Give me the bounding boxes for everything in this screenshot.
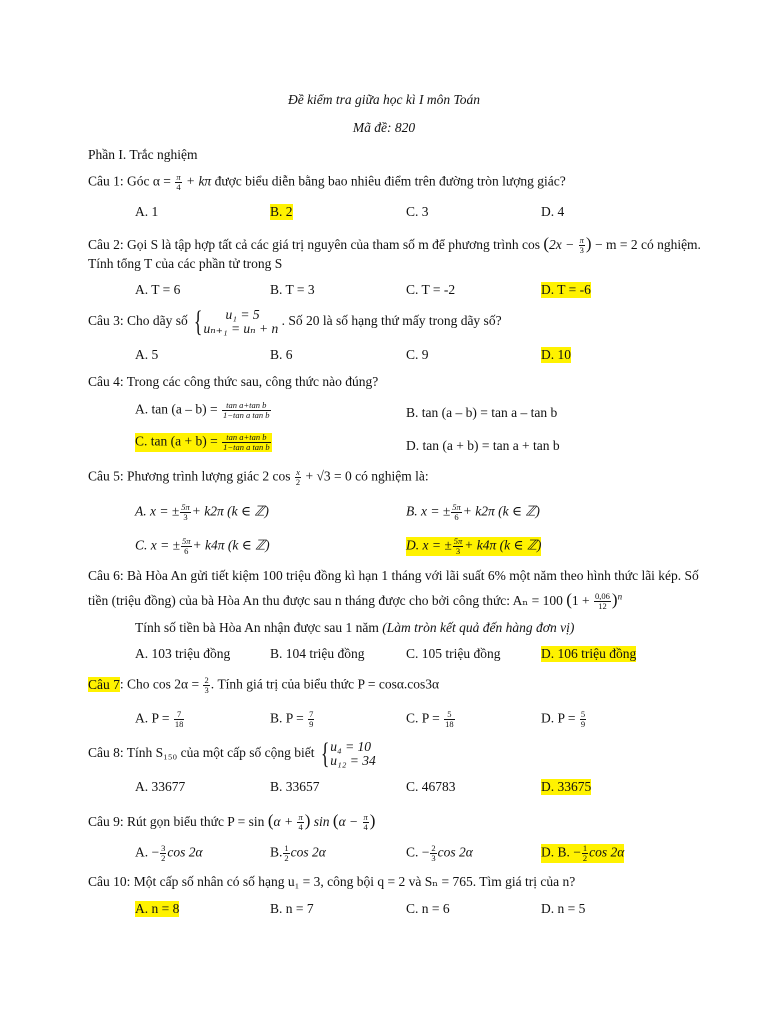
q10-option-c: C. n = 6 bbox=[406, 901, 450, 916]
fraction: $\frac{2}{3}$ bbox=[204, 675, 209, 695]
q6-option-a: A. 103 triệu đồng bbox=[135, 646, 231, 661]
fraction: $\frac{\text{tan a+tan b}}{\text{1−tan a tan b}}$ bbox=[223, 432, 270, 452]
q1-label: Câu 1: Góc α = bbox=[88, 173, 171, 189]
sequence-system: u₁ = 5 uₙ₊₁ = uₙ + n bbox=[203, 307, 279, 336]
question-1: Câu 1: Góc α = $\frac{\pi}{4}$ + kπ được biểu diễn bằng bao nhiêu điểm trên đường tròn lượng giác? bbox=[88, 172, 566, 192]
q9-option-b: B. $\frac{1}{2}$ cos 2α bbox=[270, 843, 326, 863]
q5-text: + √3 = 0 có nghiệm là: bbox=[305, 468, 429, 484]
q2-text-end: − m = 2 có nghiệm. bbox=[594, 237, 701, 252]
fraction: $\frac{x}{2}$ bbox=[295, 467, 301, 487]
q10-option-a: A. n = 8 bbox=[135, 901, 180, 916]
q10-option-b: B. n = 7 bbox=[270, 901, 314, 916]
q4-option-c: C. tan (a + b) = $\frac{\text{tan a+tan b}}{\text{1−tan a tan b}}$ bbox=[135, 432, 270, 452]
q2-text: Câu 2: Gọi S là tập hợp tất cả các giá trị nguyên của tham số m để phương trình cos bbox=[88, 237, 540, 252]
q2-option-d: D. T = -6 bbox=[541, 282, 591, 297]
exam-title: Đề kiểm tra giữa học kì I môn Toán bbox=[287, 92, 481, 107]
fraction: $\frac{\pi}{4}$ bbox=[176, 172, 181, 192]
q3-option-b: B. 6 bbox=[270, 347, 293, 362]
q1-option-d: D. 4 bbox=[541, 204, 565, 219]
q6-option-b: B. 104 triệu đồng bbox=[270, 646, 365, 661]
fraction: $\frac{0,06}{12}$ bbox=[595, 591, 610, 612]
q4-option-a: A. tan (a – b) = $\frac{\text{tan a+tan b}}{\text{1−tan a tan b}}$ bbox=[135, 400, 270, 420]
sequence-system: u₄ = 10 u₁₂ = 34 bbox=[330, 739, 376, 768]
q7-option-c: C. P = $\frac{5}{18}$ bbox=[406, 709, 454, 729]
q1-option-b: B. 2 bbox=[270, 204, 293, 219]
q10-option-d: D. n = 5 bbox=[541, 901, 586, 916]
q9-option-a: A. − $\frac{3}{2}$ cos 2α bbox=[135, 843, 203, 863]
question-4: Câu 4: Trong các công thức sau, công thức nào đúng? bbox=[88, 374, 379, 389]
question-8: Câu 8: Tính S₁₅₀ của một cấp số cộng biết { u₄ = 10 u₁₂ = 34 bbox=[88, 737, 376, 770]
q5-option-d: D. x = ± $\frac{5\pi}{3}$ + k4π (k ∈ ℤ) bbox=[406, 536, 542, 556]
q3-label: Câu 3: Cho dãy số bbox=[88, 313, 188, 329]
q8-option-d: D. 33675 bbox=[541, 779, 592, 794]
q7-label: Câu 7 bbox=[88, 676, 120, 692]
q3-option-c: C. 9 bbox=[406, 347, 429, 362]
q9-option-c: C. − $\frac{2}{3}$ cos 2α bbox=[406, 843, 473, 863]
q8-option-b: B. 33657 bbox=[270, 779, 320, 794]
question-5 bbox=[88, 468, 429, 487]
q4-option-d: D. tan (a + b) = tan a + tan b bbox=[406, 438, 560, 453]
q2-option-c: C. T = -2 bbox=[406, 282, 456, 297]
q3-option-d: D. 10 bbox=[541, 347, 571, 362]
exam-code: Mã đề: 820 bbox=[352, 120, 416, 135]
q3-text: . Số 20 là số hạng thứ mấy trong dãy số? bbox=[281, 313, 502, 329]
q5-option-a: A. x = ± $\frac{5\pi}{3}$ + k2π (k ∈ ℤ) bbox=[135, 502, 269, 522]
question-9: Câu 9: Rút gọn biểu thức P = sin (α + $\frac{\pi}{4}$ ) sin (α − $\frac{\pi}{4}$ ) bbox=[88, 811, 376, 833]
q2-line2: Tính tổng T của các phần tử trong S bbox=[88, 256, 283, 271]
question-2: Câu 2: Gọi S là tập hợp tất cả các giá trị nguyên của tham số m để phương trình cos (2x − $\frac{\pi}{3}$ ) − m = 2 có nghiệm. bbox=[88, 234, 701, 256]
q2-option-b: B. T = 3 bbox=[270, 282, 315, 297]
section-title: Phần I. Trắc nghiệm bbox=[88, 147, 198, 162]
q5-option-b: B. x = ± $\frac{5\pi}{6}$ + k2π (k ∈ ℤ) bbox=[406, 502, 540, 522]
q7-option-d: D. P = $\frac{5}{9}$ bbox=[541, 709, 586, 729]
question-6-line3: Tính số tiền bà Hòa An nhận được sau 1 năm (Làm tròn kết quả đến hàng đơn vị) bbox=[135, 620, 575, 635]
q7-option-a: A. P = $\frac{7}{18}$ bbox=[135, 709, 184, 729]
q2-option-a: A. T = 6 bbox=[135, 282, 181, 297]
question-6-line2: tiền (triệu đồng) của bà Hòa An thu được sau n tháng được cho bởi công thức: Aₙ = 100 (1 + $\frac{0,06}{12}$ )$^n$ bbox=[88, 590, 623, 612]
q9-option-d: D. B. − $\frac{1}{2}$ cos 2α bbox=[541, 843, 625, 863]
q5-option-c: C. x = ± $\frac{5\pi}{6}$ + k4π (k ∈ ℤ) bbox=[135, 536, 270, 556]
q7-option-b: B. P = $\frac{7}{9}$ bbox=[270, 709, 314, 729]
question-10: Câu 10: Một cấp số nhân có số hạng u₁ = 3, công bội q = 2 và Sₙ = 765. Tìm giá trị của n? bbox=[88, 874, 576, 889]
q8-option-c: C. 46783 bbox=[406, 779, 456, 794]
question-6-line1: Câu 6: Bà Hòa An gửi tiết kiệm 100 triệu đồng kì hạn 1 tháng với lãi suất 6% một năm theo hình thức lãi kép. Số bbox=[88, 568, 699, 583]
q6-option-c: C. 105 triệu đồng bbox=[406, 646, 501, 661]
q6-option-d: D. 106 triệu đồng bbox=[541, 646, 637, 661]
fraction: $\frac{\text{tan a+tan b}}{\text{1−tan a tan b}}$ bbox=[222, 400, 270, 420]
question-7: Câu 7: Cho cos 2α = $\frac{2}{3}$ . Tính giá trị của biểu thức P = cosα.cos3α bbox=[88, 675, 440, 695]
question-3: Câu 3: Cho dãy số { u₁ = 5 uₙ₊₁ = uₙ + n . Số 20 là số hạng thứ mấy trong dãy số? bbox=[88, 305, 502, 338]
q1-option-a: A. 1 bbox=[135, 204, 159, 219]
q4-option-b: B. tan (a – b) = tan a – tan b bbox=[406, 405, 558, 420]
q1-text: được biểu diễn bằng bao nhiêu điểm trên đường tròn lượng giác? bbox=[214, 173, 566, 189]
fraction: $\frac{\pi}{3}$ bbox=[579, 235, 584, 256]
q5-label: Câu 5: Phương trình lượng giác 2 cos bbox=[88, 468, 291, 484]
q8-option-a: A. 33677 bbox=[135, 779, 186, 794]
q1-option-c: C. 3 bbox=[406, 204, 429, 219]
q3-option-a: A. 5 bbox=[135, 347, 159, 362]
